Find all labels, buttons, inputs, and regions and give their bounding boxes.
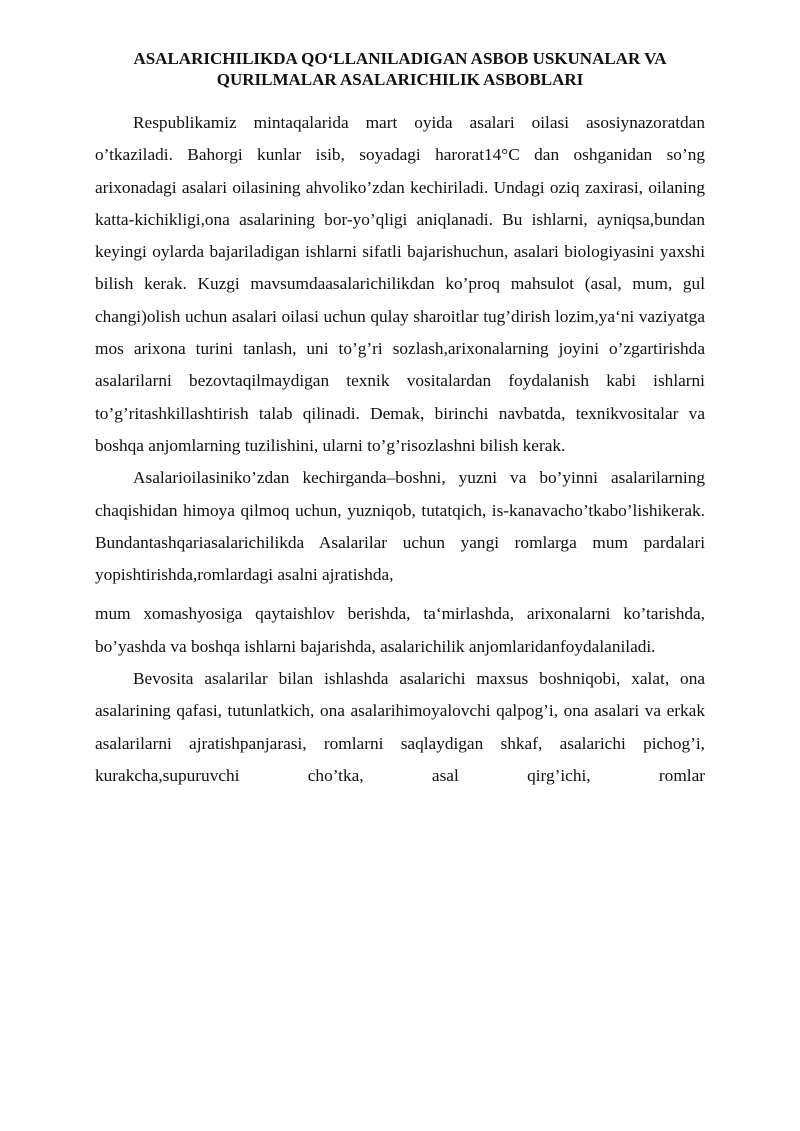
document-title [95,48,705,90]
paragraph-2: Asalarioilasiniko’zdan kechirganda–boshni, yuzni va bo’yinni asalarilarning chaqishidan himoya qilmoq uchun, yuzniqob, tutatqich, is-kanavacho’tkabo’lishikerak. Bundantashqariasalarichilikda Asalarilar uchun yangi romlarga mum pardalari yopishtirishda,romlardagi asalni ajratishda, [95,468,705,585]
document-page [95,48,705,792]
paragraph-3: mum xomashyosiga qaytaishlov berishda, ta‘mirlashda, arixonalarni ko’tarishda, bo’yashda va boshqa ishlarni bajarishda, asalarichilik anjomlaridanfoydalaniladi. [95,604,705,656]
paragraph-4: Bevosita asalarilar bilan ishlashda asalarichi maxsus boshniqobi, xalat, ona asalarining qafasi, tutunlatkich, ona asalarihimoyalovchi qalpog’i, ona asalari va erkak asalarilarni ajratishpanjarasi, romlarni saqlaydigan shkaf, asalarichi pichog’i, kurakcha,supuruvchi cho’tka, asal qirg’ichi, romlar [95,669,705,785]
paragraph-1: Respublikamiz mintaqalarida mart oyida asalari oilasi asosiynazoratdan o’tkaziladi. Bahorgi kunlar isib, soyadagi harorat14°C dan oshganidan so’ng arixonadagi asalari oilasining ahvoliko’zdan kechiriladi. Undagi oziq zaxirasi, oilaning katta-kichikligi,ona asalarining bor-yo’qligi aniqlanadi. Bu ishlarni, ayniqsa,bundan keyingi oylarda bajariladigan ishlarni sifatli bajarishuchun, asalari biologiyasini yaxshi bilish kerak. Kuzgi mavsumdaasalarichilikdan ko’proq mahsulot (asal, mum, gul changi)olish uchun asalari oilasi uchun qulay sharoitlar tug’dirish lozim,ya‘ni vaziyatga mos arixona turini tanlash, uni to’g’ri sozlash,arixonalarning joyini o’zgartirishda asalarilarni bezovtaqilmaydigan texnik vositalardan foydalanish kabi ishlarni to’g’ritashkillashtirish talab qilinadi. Demak, birinchi navbatda, texnikvositalar va boshqa anjomlarning tuzilishini, ularni to’g’risozlashni bilish kerak. [95,113,705,455]
title-line-1: ASALARICHILIKDA QO‘LLANILADIGAN ASBOB USKUNALAR VA [133,49,667,68]
title-line-2: QURILMALAR ASALARICHILIK ASBOBLARI [216,70,584,89]
